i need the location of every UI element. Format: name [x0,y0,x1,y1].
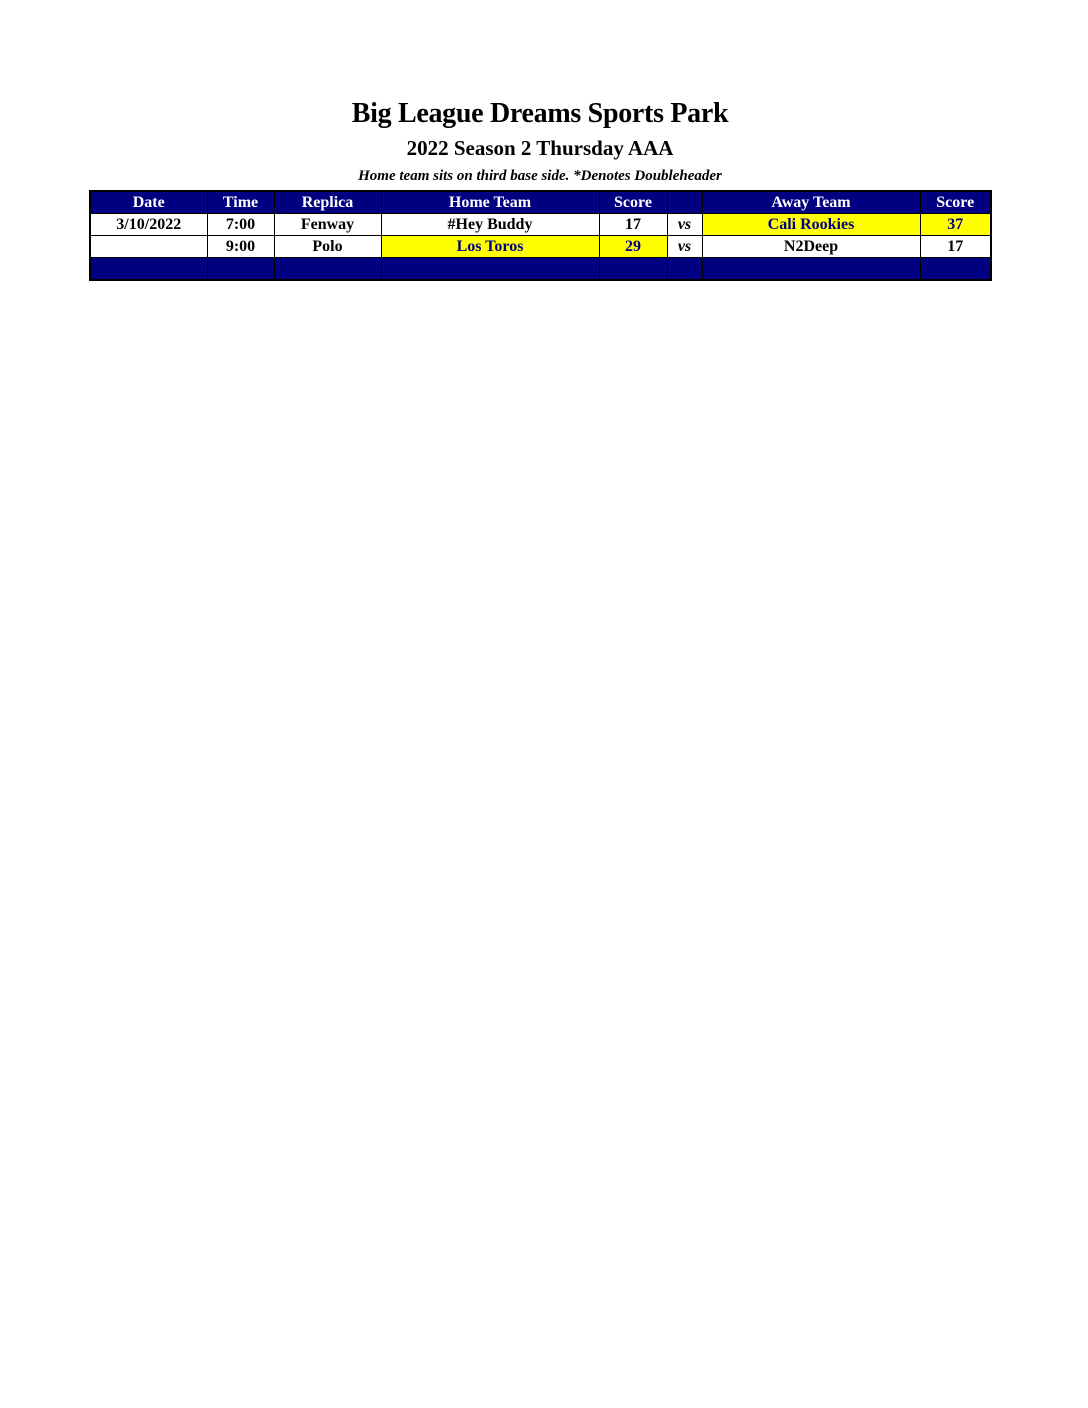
page-title: Big League Dreams Sports Park [351,98,729,129]
game-date: 3/10/2022 [90,214,207,236]
game-replica: Fenway [274,214,381,236]
game-time: 9:00 [207,236,274,258]
footer-cell [207,258,274,281]
away-team: Cali Rookies [702,214,920,236]
column-header-away-score: Score [920,191,991,214]
column-header-away-team: Away Team [702,191,920,214]
column-header-time: Time [207,191,274,214]
column-header-date: Date [90,191,207,214]
footer-cell [381,258,599,281]
home-team: #Hey Buddy [381,214,599,236]
table-footer-row [90,258,991,281]
game-time: 7:00 [207,214,274,236]
footer-cell [667,258,702,281]
home-score: 17 [599,214,667,236]
game-replica: Polo [274,236,381,258]
page-subtitle: 2022 Season 2 Thursday AAA [406,136,674,160]
home-team: Los Toros [381,236,599,258]
footer-cell [920,258,991,281]
table-header-row [90,191,991,214]
schedule-note: Home team sits on third base side. *Denotes Doubleheader [358,168,722,184]
footer-cell [599,258,667,281]
away-score: 17 [920,236,991,258]
footer-cell [702,258,920,281]
column-header-replica: Replica [274,191,381,214]
away-score: 37 [920,214,991,236]
footer-cell [274,258,381,281]
vs-label: vs [667,214,702,236]
home-score: 29 [599,236,667,258]
table-row [90,214,991,236]
away-team: N2Deep [702,236,920,258]
footer-cell [90,258,207,281]
column-header-home-score: Score [599,191,667,214]
vs-label: vs [667,236,702,258]
column-header-vs [667,191,702,214]
schedule-table [89,190,992,281]
column-header-home-team: Home Team [381,191,599,214]
table-row [90,236,991,258]
game-date [90,236,207,258]
